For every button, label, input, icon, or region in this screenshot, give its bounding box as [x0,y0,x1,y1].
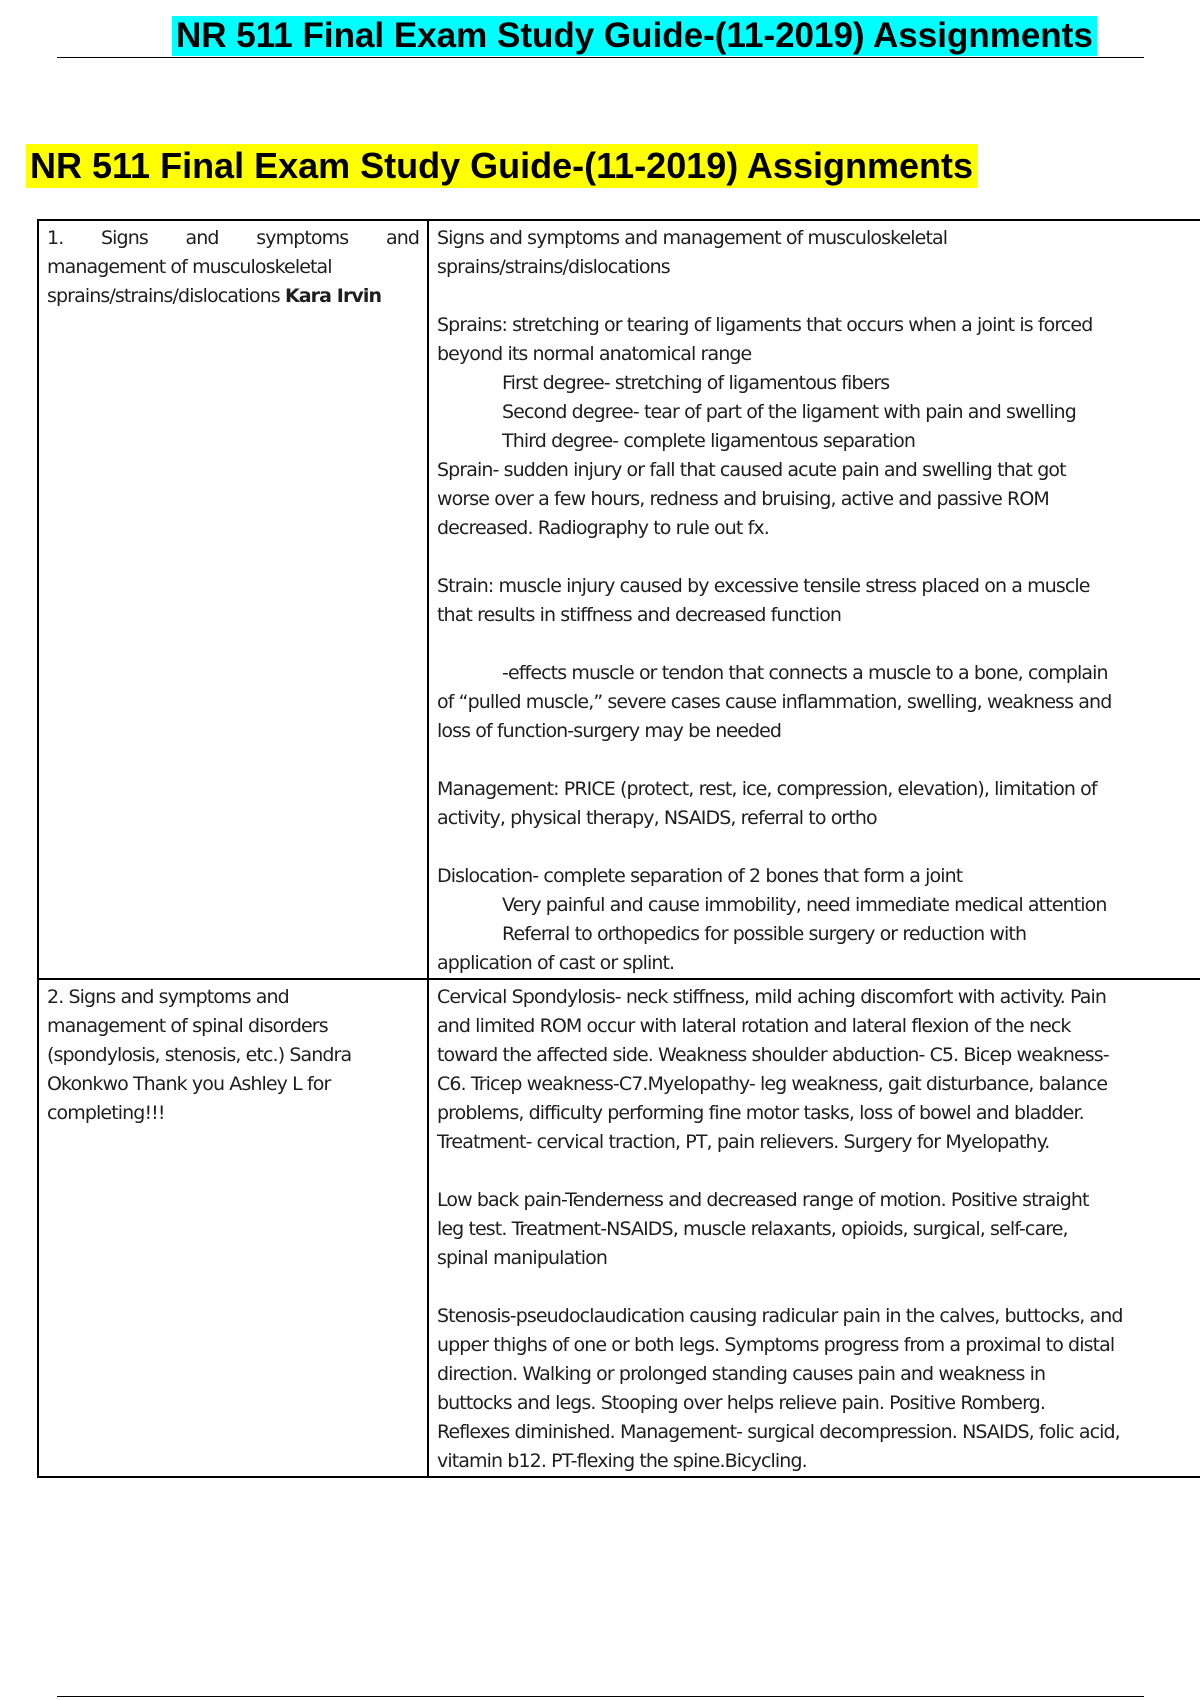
question-text [47,983,419,1128]
question-text: 1. Signs and symptoms and [47,227,419,249]
footer-rule [57,1696,1144,1697]
answer-line: beyond its normal anatomical range [437,343,752,365]
answer-line: upper thighs of one or both legs. Symptoms progress from a proximal to distal [437,1334,1115,1356]
table-row [38,220,1200,979]
question-line: management of spinal disorders [47,1015,328,1037]
table-row [38,979,1200,1477]
question-line: management of musculoskeletal [47,256,332,278]
question-author: Kara Irvin [284,285,382,307]
document-title: NR 511 Final Exam Study Guide-(11-2019) Assignments [26,144,977,188]
answer-line: and limited ROM occur with lateral rotation and lateral flexion of the neck [437,1015,1071,1037]
answer-line: worse over a few hours, redness and bruising, active and passive ROM [437,488,1049,510]
question-cell [38,220,428,979]
study-guide-table [37,219,1200,1478]
answer-line: Stenosis-pseudoclaudication causing radicular pain in the calves, buttocks, and [437,1305,1123,1327]
answer-line: Reflexes diminished. Management- surgical decompression. NSAIDS, folic acid, [437,1421,1120,1443]
header-title: NR 511 Final Exam Study Guide-(11-2019) Assignments [172,16,1097,56]
answer-cell [428,979,1200,1477]
question-line: completing!!! [47,1102,165,1124]
answer-line: loss of function-surgery may be needed [437,720,782,742]
answer-line: Dislocation- complete separation of 2 bones that form a joint [437,865,963,887]
answer-line: activity, physical therapy, NSAIDS, referral to ortho [437,807,877,829]
answer-line: problems, difficulty performing fine motor tasks, loss of bowel and bladder. [437,1102,1084,1124]
answer-line: sprains/strains/dislocations [437,256,670,278]
answer-line: that results in stiffness and decreased function [437,604,842,626]
answer-line: Sprain- sudden injury or fall that caused acute pain and swelling that got [437,459,1066,481]
question-line: sprains/strains/dislocations [47,285,280,307]
answer-line: application of cast or splint. [437,952,675,974]
answer-line: Low back pain-Tenderness and decreased range of motion. Positive straight [437,1189,1089,1211]
answer-line: direction. Walking or prolonged standing causes pain and weakness in [437,1363,1046,1385]
answer-line: Strain: muscle injury caused by excessive tensile stress placed on a muscle [437,575,1090,597]
question-line: Okonkwo Thank you Ashley L for [47,1073,331,1095]
answer-line: Referral to orthopedics for possible surgery or reduction with [502,923,1027,945]
answer-line: decreased. Radiography to rule out fx. [437,517,769,539]
answer-line: Sprains: stretching or tearing of ligaments that occurs when a joint is forced [437,314,1093,336]
answer-line: -effects muscle or tendon that connects a muscle to a bone, complain [502,662,1108,684]
answer-line: vitamin b12. PT-flexing the spine.Bicycling. [437,1450,807,1472]
question-line: (spondylosis, stenosis, etc.) Sandra [47,1044,352,1066]
answer-line: Treatment- cervical traction, PT, pain relievers. Surgery for Myelopathy. [437,1131,1050,1153]
answer-line: Second degree- tear of part of the ligament with pain and swelling [502,401,1076,423]
answer-line: spinal manipulation [437,1247,608,1269]
answer-line: Third degree- complete ligamentous separation [502,430,915,452]
answer-line: Signs and symptoms and management of musculoskeletal [437,227,948,249]
answer-line: buttocks and legs. Stooping over helps relieve pain. Positive Romberg. [437,1392,1045,1414]
answer-line: toward the affected side. Weakness shoulder abduction- C5. Bicep weakness- [437,1044,1109,1066]
question-cell [38,979,428,1477]
answer-line: First degree- stretching of ligamentous fibers [502,372,890,394]
answer-cell [428,220,1200,979]
answer-line: of “pulled muscle,” severe cases cause inflammation, swelling, weakness and [437,691,1112,713]
answer-line: Management: PRICE (protect, rest, ice, compression, elevation), limitation of [437,778,1097,800]
question-line: 2. Signs and symptoms and [47,986,289,1008]
question-text [47,253,419,311]
answer-line: Cervical Spondylosis- neck stiffness, mild aching discomfort with activity. Pain [437,986,1106,1008]
answer-line: C6. Tricep weakness-C7.Myelopathy- leg weakness, gait disturbance, balance [437,1073,1108,1095]
answer-line: leg test. Treatment-NSAIDS, muscle relaxants, opioids, surgical, self-care, [437,1218,1068,1240]
answer-line: Very painful and cause immobility, need immediate medical attention [502,894,1107,916]
